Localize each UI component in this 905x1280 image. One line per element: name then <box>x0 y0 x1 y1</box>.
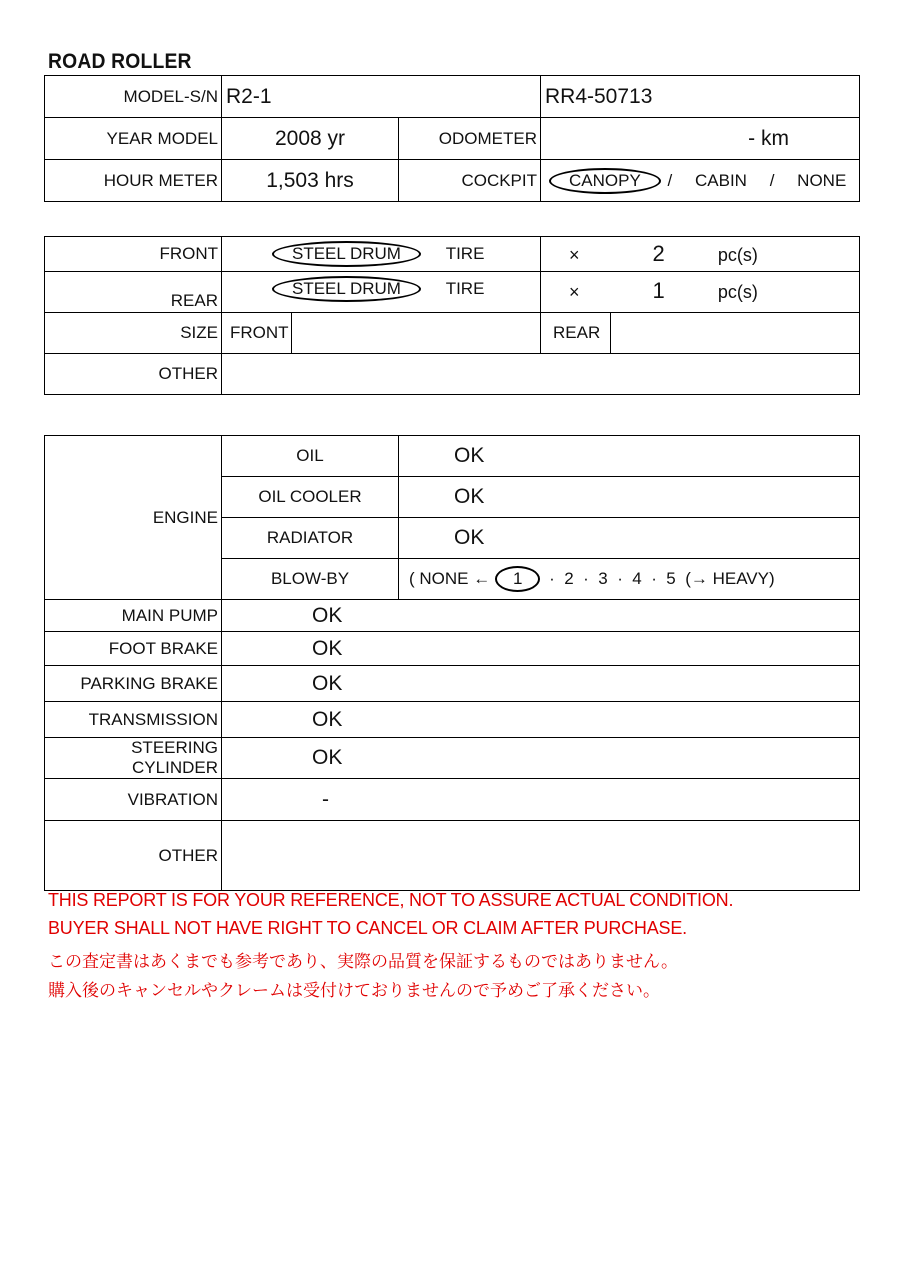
front-count: 2 <box>652 241 665 266</box>
radiator-value: OK <box>399 518 860 559</box>
front-type-cell <box>222 237 541 272</box>
size-front-label: FRONT <box>222 313 292 354</box>
vibration-value: - <box>222 779 860 821</box>
oil-value: OK <box>399 436 860 477</box>
cockpit-canopy-circled: CANOPY <box>549 168 661 194</box>
year-model-label: YEAR MODEL <box>45 118 222 160</box>
transmission-label: TRANSMISSION <box>45 702 222 738</box>
cockpit-none: NONE <box>797 170 847 190</box>
parking-brake-label: PARKING BRAKE <box>45 666 222 702</box>
size-rear-label: REAR <box>541 313 611 354</box>
rear-label: REAR <box>45 272 222 313</box>
wheels-other-label: OTHER <box>45 354 222 395</box>
steering-cylinder-value: OK <box>222 738 860 779</box>
rear-times: × <box>569 282 580 302</box>
radiator-label: RADIATOR <box>222 518 399 559</box>
notice-line-2: BUYER SHALL NOT HAVE RIGHT TO CANCEL OR CLAIM AFTER PURCHASE. <box>48 918 687 938</box>
steering-cylinder-label: STEERING CYLINDER <box>45 738 222 779</box>
wheels-table <box>44 236 860 395</box>
blowby-scale-cell <box>399 559 860 600</box>
main-pump-label: MAIN PUMP <box>45 600 222 632</box>
odometer-value: - km <box>541 118 860 160</box>
front-steel-drum-circled: STEEL DRUM <box>272 241 421 267</box>
size-front-value <box>292 313 541 354</box>
oil-cooler-label: OIL COOLER <box>222 477 399 518</box>
front-label: FRONT <box>45 237 222 272</box>
hour-meter-label: HOUR METER <box>45 160 222 202</box>
oil-cooler-value: OK <box>399 477 860 518</box>
foot-brake-label: FOOT BRAKE <box>45 632 222 666</box>
condition-other-label: OTHER <box>45 821 222 891</box>
engine-label: ENGINE <box>45 436 222 600</box>
rear-unit: pc(s) <box>717 282 758 302</box>
front-unit: pc(s) <box>717 245 758 265</box>
hour-meter-value: 1,503 hrs <box>222 160 399 202</box>
year-model-value: 2008 yr <box>222 118 399 160</box>
wheels-other-value <box>222 354 860 395</box>
cockpit-label: COCKPIT <box>399 160 541 202</box>
blowby-none: ( NONE ← <box>409 569 491 588</box>
info-table <box>44 75 860 202</box>
size-label: SIZE <box>45 313 222 354</box>
serial-value: RR4-50713 <box>541 76 860 118</box>
notice-line-4: 購入後のキャンセルやクレームは受付けておりませんので予めご了承ください。 <box>48 981 660 1000</box>
main-pump-value: OK <box>222 600 860 632</box>
parking-brake-value: OK <box>222 666 860 702</box>
condition-other-value <box>222 821 860 891</box>
notice-line-3: この査定書はあくまでも参考であり、実際の品質を保証するものではありません。 <box>48 952 679 971</box>
model-value: R2-1 <box>222 76 541 118</box>
rear-tire-option: TIRE <box>445 279 485 298</box>
odometer-label: ODOMETER <box>399 118 541 160</box>
cockpit-separator: / <box>667 170 673 190</box>
notice-line-1: THIS REPORT IS FOR YOUR REFERENCE, NOT TO ASSURE ACTUAL CONDITION. <box>48 890 734 910</box>
cockpit-separator: / <box>769 170 775 190</box>
condition-table <box>44 435 860 891</box>
rear-count: 1 <box>652 278 665 303</box>
rear-count-cell <box>541 272 860 313</box>
blowby-label: BLOW-BY <box>222 559 399 600</box>
front-count-cell <box>541 237 860 272</box>
vibration-label: VIBRATION <box>45 779 222 821</box>
blowby-scale: · 2 · 3 · 4 · 5 (→ HEAVY) <box>549 569 775 588</box>
oil-label: OIL <box>222 436 399 477</box>
rear-type-cell <box>222 272 541 313</box>
blowby-level-1-circled: 1 <box>495 566 540 592</box>
rear-steel-drum-circled: STEEL DRUM <box>272 276 421 302</box>
size-rear-value <box>611 313 860 354</box>
cockpit-options <box>541 160 860 202</box>
front-times: × <box>569 245 580 265</box>
page-title: ROAD ROLLER <box>48 50 192 73</box>
model-sn-label: MODEL-S/N <box>45 76 222 118</box>
cockpit-cabin: CABIN <box>695 170 747 190</box>
foot-brake-value: OK <box>222 632 860 666</box>
front-tire-option: TIRE <box>445 244 485 263</box>
transmission-value: OK <box>222 702 860 738</box>
